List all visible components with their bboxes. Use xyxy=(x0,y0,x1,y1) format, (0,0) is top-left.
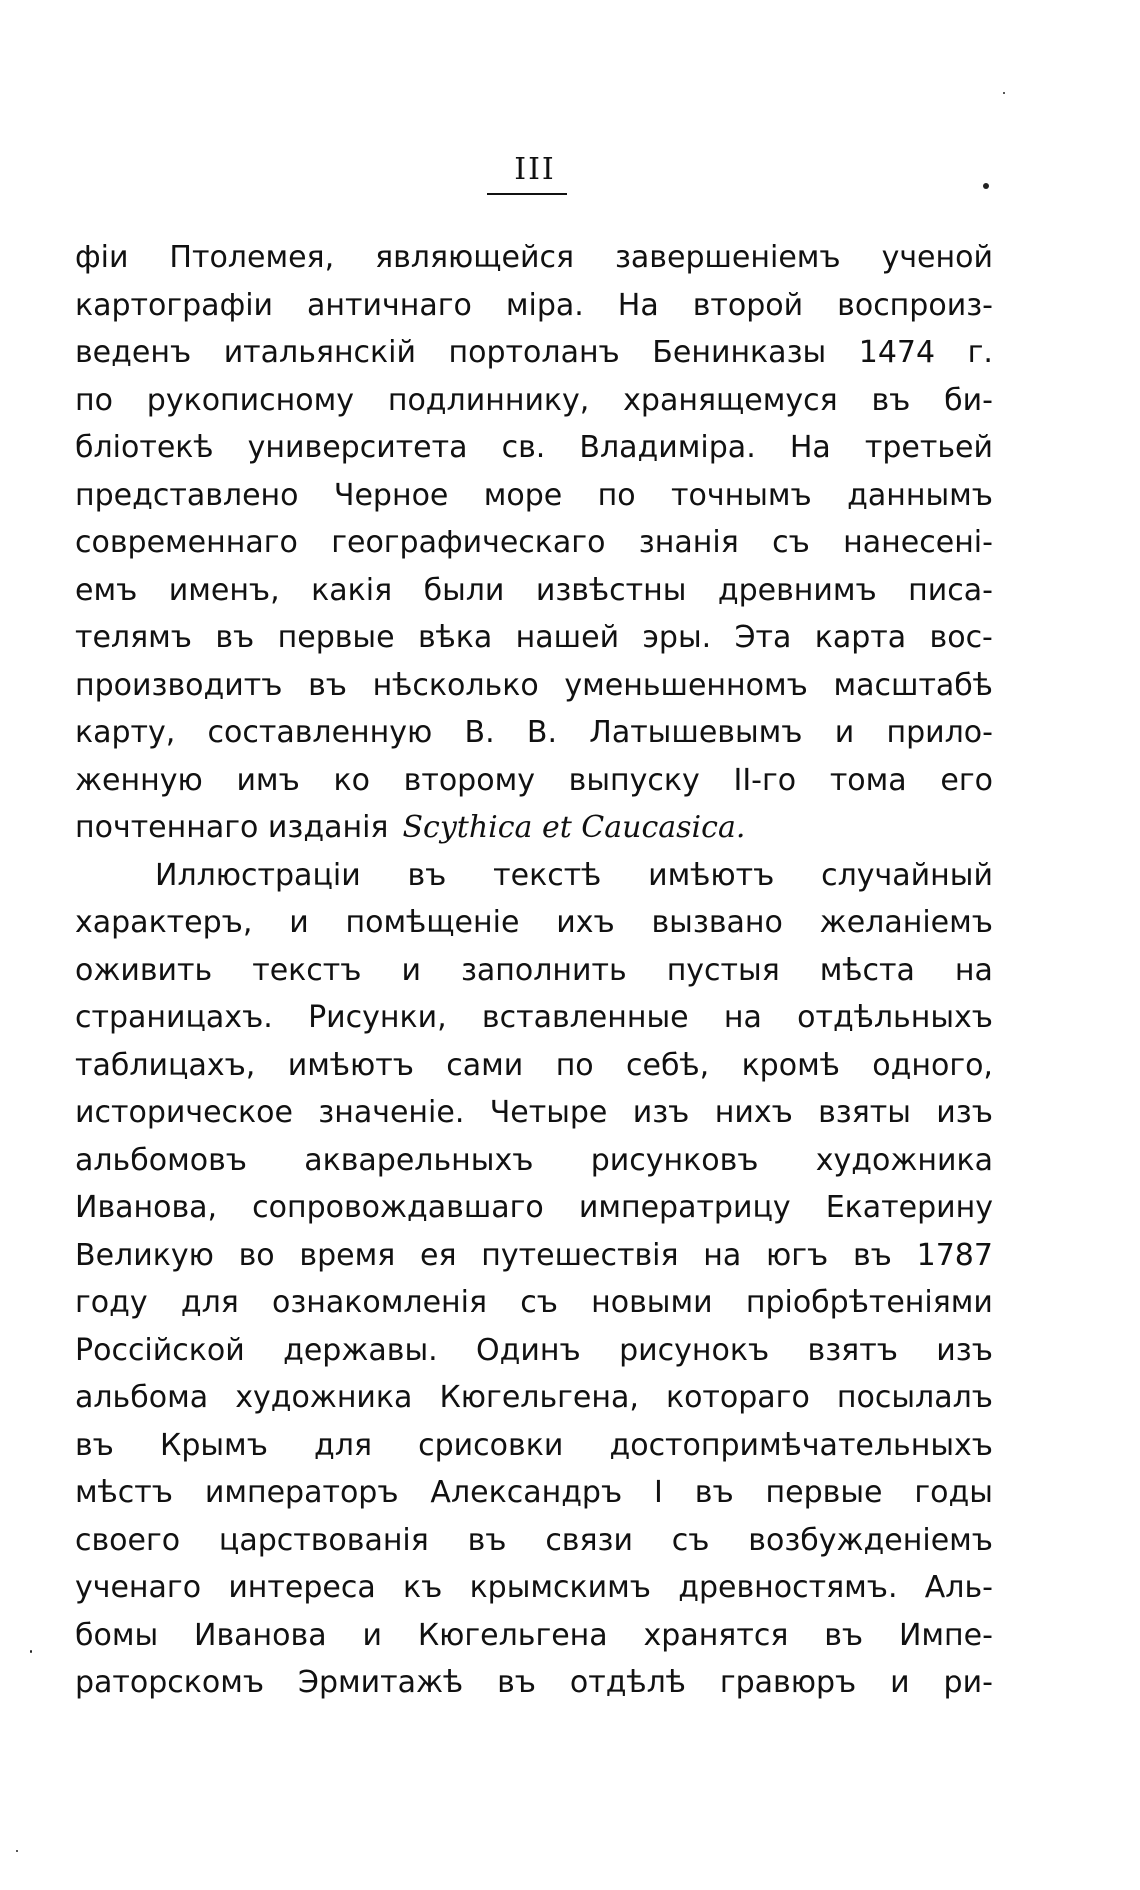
word: и xyxy=(401,952,421,988)
word: телямъ xyxy=(75,620,192,655)
text-line xyxy=(75,662,993,710)
text-line xyxy=(75,1089,993,1137)
text-line xyxy=(75,567,993,615)
text-line xyxy=(75,282,993,330)
word: ко xyxy=(333,762,370,798)
text-line xyxy=(75,1469,993,1517)
text-line xyxy=(75,1279,993,1327)
word: связи xyxy=(545,1522,633,1558)
word: античнаго xyxy=(307,287,472,323)
word: Черное xyxy=(333,477,449,513)
word: Кюгельгена, xyxy=(439,1380,639,1415)
page-speck xyxy=(30,1650,32,1653)
word: значеніе. xyxy=(318,1095,465,1130)
word: емъ xyxy=(75,572,138,608)
word: мѣстъ xyxy=(75,1475,173,1510)
text-line xyxy=(75,1422,993,1470)
word: производитъ xyxy=(75,667,283,703)
word: Великую xyxy=(75,1237,214,1273)
word: ученаго xyxy=(75,1570,202,1605)
word: итальянскій xyxy=(223,335,417,370)
word: Импе- xyxy=(898,1617,993,1653)
word: эры. xyxy=(642,620,712,655)
word: третьей xyxy=(864,430,993,465)
word: второй xyxy=(692,287,804,323)
text-line xyxy=(75,234,993,282)
word: Крымъ xyxy=(160,1427,268,1463)
word: воспроиз- xyxy=(837,287,993,323)
word: въ xyxy=(852,1237,892,1273)
word: югъ xyxy=(766,1237,829,1273)
word: желаніемъ xyxy=(819,905,993,940)
word: св. xyxy=(501,430,546,465)
word: раторскомъ xyxy=(75,1665,265,1700)
text-line xyxy=(75,472,993,520)
text-line xyxy=(75,1042,993,1090)
word: даннымъ xyxy=(847,477,993,513)
word: пустыя xyxy=(666,952,780,988)
word: и xyxy=(890,1665,910,1700)
word: альбомовъ xyxy=(75,1142,247,1178)
word: В. xyxy=(464,715,495,750)
word: первые xyxy=(765,1475,883,1510)
word: изъ xyxy=(936,1095,993,1130)
word: на xyxy=(723,1000,762,1035)
text-line xyxy=(75,329,993,377)
page-speck xyxy=(16,1850,18,1852)
word: Иванова xyxy=(194,1617,327,1653)
word: карту, xyxy=(75,715,176,750)
word: г. xyxy=(967,335,993,370)
word: въ xyxy=(694,1475,734,1510)
word: гравюръ xyxy=(719,1665,857,1700)
text-line xyxy=(75,994,993,1042)
word: царствованія xyxy=(218,1522,429,1558)
word: хранятся xyxy=(643,1617,789,1653)
word: императрицу xyxy=(578,1190,791,1225)
word: оживить xyxy=(75,952,213,988)
word: имъ xyxy=(236,762,300,798)
word: новыми xyxy=(591,1285,713,1320)
text-line xyxy=(75,1184,993,1232)
word: возбужденіемъ xyxy=(748,1522,993,1558)
word: сопровождавшаго xyxy=(252,1190,544,1225)
word: женную xyxy=(75,762,203,798)
word: акварельныхъ xyxy=(304,1142,534,1178)
word: современнаго xyxy=(75,525,298,560)
word: Иванова, xyxy=(75,1190,218,1225)
word: ри- xyxy=(943,1665,993,1700)
word: одного, xyxy=(872,1047,993,1083)
word: би- xyxy=(944,382,993,418)
word: Одинъ xyxy=(476,1332,581,1368)
word: по xyxy=(75,382,113,418)
word: Рисунки, xyxy=(308,1000,447,1035)
word: В. xyxy=(526,715,558,750)
word: интереса xyxy=(228,1570,376,1605)
word: съ xyxy=(772,525,810,560)
word: 1474 xyxy=(858,335,936,370)
page-speck xyxy=(1003,92,1005,94)
word: писа- xyxy=(908,572,993,608)
body-text xyxy=(75,234,993,1707)
word: страницахъ. xyxy=(75,1000,273,1035)
word: таблицахъ, xyxy=(75,1047,256,1083)
word: именъ, xyxy=(168,572,280,608)
word: университета xyxy=(247,430,468,465)
word: Эта xyxy=(734,620,792,655)
word: въ xyxy=(467,1522,507,1558)
word: ученой xyxy=(881,240,993,275)
word: бліотекѣ xyxy=(75,430,214,465)
text-line xyxy=(75,1232,993,1280)
word: державы. xyxy=(283,1332,438,1368)
word: въ xyxy=(497,1665,536,1700)
text-line xyxy=(75,1612,993,1660)
word: достопримѣчательныхъ xyxy=(609,1427,993,1463)
word: Птолемея, xyxy=(169,240,335,275)
word: и xyxy=(289,905,309,940)
word: составленную xyxy=(207,715,433,750)
word: въ xyxy=(75,1427,114,1463)
word: портоланъ xyxy=(448,335,620,370)
word: случайный xyxy=(821,857,993,893)
word: древнимъ xyxy=(717,572,877,608)
word: отдѣлѣ xyxy=(569,1665,686,1700)
word: характеръ, xyxy=(75,905,253,940)
word: картографіи xyxy=(75,287,274,323)
word: помѣщеніе xyxy=(345,905,520,940)
word: изъ xyxy=(936,1332,993,1368)
word: и xyxy=(362,1617,382,1653)
word: карта xyxy=(814,620,907,655)
word: Александръ xyxy=(430,1475,623,1510)
word: вставленные xyxy=(481,1000,689,1035)
word: бомы xyxy=(75,1617,159,1653)
word: На xyxy=(617,287,659,323)
word: Иллюстраціи xyxy=(155,857,361,893)
word: хранящемуся xyxy=(623,382,838,418)
word: рисунковъ xyxy=(590,1142,759,1178)
word: альбома xyxy=(75,1380,209,1415)
word: императоръ xyxy=(204,1475,399,1510)
word: нанесені- xyxy=(843,525,993,560)
word: какія xyxy=(311,572,393,608)
word: рукописному xyxy=(146,382,355,418)
word: въ xyxy=(871,382,911,418)
text-line xyxy=(75,614,993,662)
text-line-start: почтеннаго изданія xyxy=(75,810,389,845)
page-number-rule xyxy=(487,193,567,195)
word: на xyxy=(954,952,993,988)
text-line xyxy=(75,1564,993,1612)
word: во xyxy=(238,1237,275,1273)
text-line xyxy=(75,899,993,947)
word: крымскимъ xyxy=(469,1570,651,1605)
word: Екатерину xyxy=(825,1190,993,1225)
word: для xyxy=(314,1427,372,1463)
word: путешествія xyxy=(481,1237,679,1273)
word: къ xyxy=(402,1570,443,1605)
word: были xyxy=(423,572,505,608)
word: тома xyxy=(829,762,907,798)
word: изъ xyxy=(632,1095,690,1130)
italic-book-title: Scythica et Caucasica. xyxy=(402,810,746,845)
word: Кюгельгена xyxy=(417,1617,608,1653)
word: текстъ xyxy=(252,952,362,988)
text-line xyxy=(75,947,993,995)
text-line xyxy=(75,804,993,852)
word: веденъ xyxy=(75,335,192,370)
word: заполнить xyxy=(460,952,627,988)
word: кромѣ xyxy=(741,1047,840,1083)
word: сами xyxy=(446,1047,524,1083)
word: Бенинказы xyxy=(652,335,827,370)
word: художника xyxy=(815,1142,993,1178)
word: выпуску xyxy=(568,762,700,798)
word: годы xyxy=(914,1475,993,1510)
word: по xyxy=(597,477,636,513)
word: пріобрѣтеніями xyxy=(745,1285,993,1320)
word: 1787 xyxy=(916,1237,993,1273)
word: на xyxy=(703,1237,742,1273)
word: вос- xyxy=(929,620,993,655)
word: уменьшенномъ xyxy=(564,667,808,703)
text-line xyxy=(75,519,993,567)
word: первые xyxy=(277,620,395,655)
word: историческое xyxy=(75,1095,293,1130)
word: Аль- xyxy=(924,1570,993,1605)
word: взятъ xyxy=(807,1332,898,1368)
word: своего xyxy=(75,1522,181,1558)
word: вызвано xyxy=(651,905,783,940)
word: его xyxy=(940,762,993,798)
word: завершеніемъ xyxy=(614,240,841,275)
word: подлиннику, xyxy=(387,382,590,418)
word: Россійской xyxy=(75,1332,245,1368)
text-line xyxy=(75,1517,993,1565)
word: текстѣ xyxy=(493,857,602,893)
word: нихъ xyxy=(714,1095,793,1130)
text-line-paragraph-start xyxy=(75,852,993,900)
word: рисунокъ xyxy=(619,1332,770,1368)
word: въ xyxy=(215,620,255,655)
text-line xyxy=(75,709,993,757)
word: имѣютъ xyxy=(287,1047,414,1083)
word: для xyxy=(180,1285,239,1320)
word: Владиміра. xyxy=(579,430,756,465)
word: точнымъ xyxy=(671,477,812,513)
word: и xyxy=(834,715,855,750)
text-line xyxy=(75,1327,993,1375)
word: вѣка xyxy=(417,620,493,655)
word: нѣсколько xyxy=(372,667,539,703)
word: себѣ, xyxy=(626,1047,710,1083)
word: прило- xyxy=(886,715,993,750)
word: нашей xyxy=(515,620,620,655)
text-line xyxy=(75,377,993,425)
word: мѣста xyxy=(819,952,915,988)
word: художника xyxy=(235,1380,413,1415)
page-number: III xyxy=(514,152,556,187)
word: Четыре xyxy=(489,1095,608,1130)
word: отдѣльныхъ xyxy=(797,1000,993,1035)
word: по xyxy=(555,1047,594,1083)
word: второму xyxy=(403,762,535,798)
word: срисовки xyxy=(418,1427,564,1463)
word: извѣстны xyxy=(535,572,687,608)
text-line xyxy=(75,1659,993,1707)
word: фіи xyxy=(75,240,129,275)
word: имѣютъ xyxy=(648,857,775,893)
word: взяты xyxy=(818,1095,911,1130)
word: съ xyxy=(671,1522,710,1558)
word: географическаго xyxy=(331,525,606,560)
word: масштабѣ xyxy=(833,667,993,703)
word: древностямъ. xyxy=(678,1570,898,1605)
word: посылалъ xyxy=(836,1380,993,1415)
text-line xyxy=(75,1374,993,1422)
word: ознакомленія xyxy=(272,1285,488,1320)
word: Латышевымъ xyxy=(589,715,803,750)
word: котораго xyxy=(665,1380,810,1415)
word: въ xyxy=(407,857,447,893)
word: ихъ xyxy=(556,905,615,940)
word: являющейся xyxy=(375,240,575,275)
word: міра. xyxy=(505,287,584,323)
word: въ xyxy=(824,1617,864,1653)
word: море xyxy=(483,477,563,513)
word: Эрмитажѣ xyxy=(298,1665,464,1700)
word: время xyxy=(299,1237,396,1273)
word: ея xyxy=(420,1237,457,1273)
word: I xyxy=(654,1475,663,1510)
word: въ xyxy=(308,667,347,703)
page-speck xyxy=(983,183,989,189)
text-line xyxy=(75,1137,993,1185)
word: знанія xyxy=(638,525,739,560)
text-line xyxy=(75,424,993,472)
word: представлено xyxy=(75,477,299,513)
word: На xyxy=(789,430,831,465)
word: съ xyxy=(520,1285,558,1320)
word: II-го xyxy=(733,762,797,798)
text-line xyxy=(75,757,993,805)
word: году xyxy=(75,1285,148,1320)
